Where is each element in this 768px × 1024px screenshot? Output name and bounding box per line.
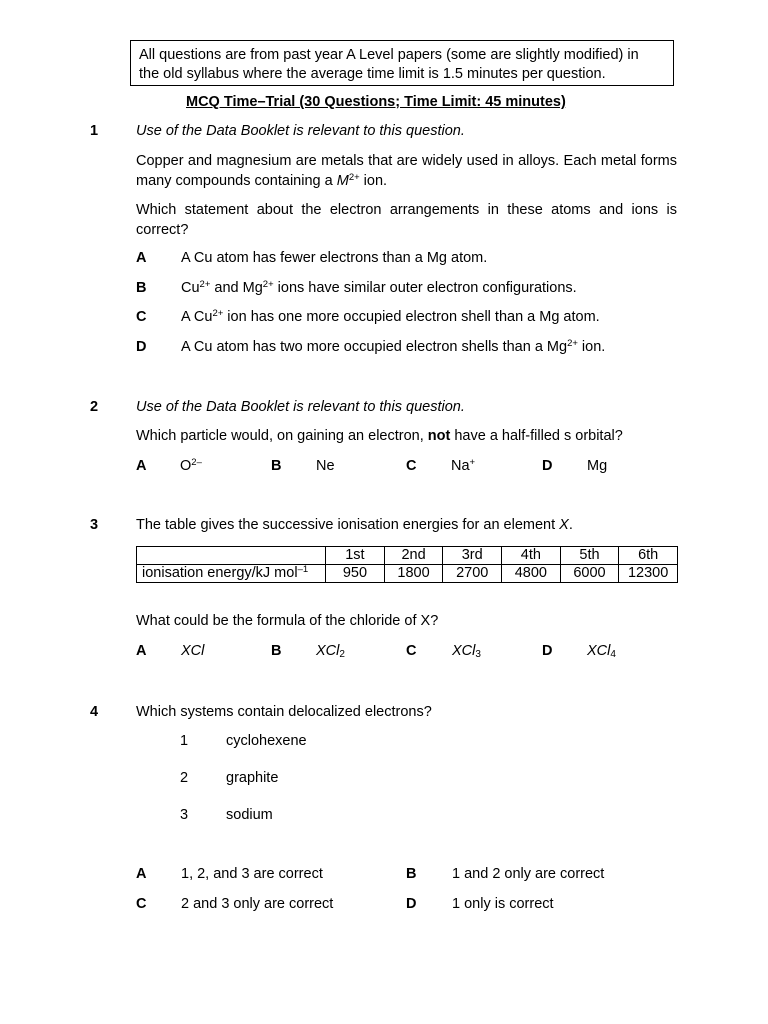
- q4-option-d-label: D: [406, 896, 417, 912]
- question-3-stem: [136, 518, 573, 533]
- table-header-cell: 1st: [326, 547, 385, 565]
- table-cell: 950: [326, 565, 385, 583]
- table-header-cell: 5th: [560, 547, 619, 565]
- q4-item-1-text: cyclohexene: [226, 733, 307, 749]
- q3-option-d-label: D: [542, 643, 553, 659]
- q2-option-d-text: Mg: [587, 458, 608, 474]
- question-3-question: What could be the formula of the chloride of X?: [136, 613, 439, 629]
- q2-option-a-charge: 2–: [191, 457, 202, 468]
- ion-charge: 2+: [348, 172, 360, 183]
- q2-option-c-label: C: [406, 458, 417, 474]
- notice-line-1: All questions are from past year A Level papers (some are slightly modified) in: [139, 47, 639, 63]
- metal-symbol: M: [336, 173, 349, 189]
- question-2-number: 2: [90, 399, 99, 415]
- q2-option-a-species: O: [180, 458, 192, 474]
- question-2-stem: [136, 429, 623, 444]
- notice-line-2: the old syllabus where the average time limit is 1.5 minutes per question.: [139, 66, 606, 82]
- q2-option-d-label: D: [542, 458, 553, 474]
- q1-option-c-part-1: A Cu: [181, 309, 213, 325]
- question-1-stem-2: Which statement about the electron arrangements in these atoms and ions is correct?: [136, 202, 677, 238]
- row-label-exponent: –1: [297, 564, 309, 575]
- question-1-note: Use of the Data Booklet is relevant to this question.: [136, 123, 465, 139]
- q3-option-c-cl: Cl: [461, 643, 476, 659]
- q1-option-b-part-2: and Mg: [210, 280, 263, 296]
- q4-item-3-text: sodium: [226, 807, 273, 823]
- q3-option-b-formula: [316, 644, 345, 659]
- table-header-cell: 2nd: [384, 547, 443, 565]
- question-3-number: 3: [90, 517, 99, 533]
- table-cell: 12300: [619, 565, 678, 583]
- q4-option-d-text: 1 only is correct: [452, 896, 554, 912]
- table-header-cell: 3rd: [443, 547, 502, 565]
- table-header-empty: [137, 547, 326, 565]
- q1-option-c-label: C: [136, 309, 147, 325]
- question-2-stem-part-2: have a half-filled s orbital?: [450, 428, 623, 444]
- q4-item-3-number: 3: [180, 807, 189, 823]
- q3-option-c-subscript: 3: [475, 649, 481, 660]
- q2-option-c-text: [451, 459, 475, 474]
- q1-option-a-text: A Cu atom has fewer electrons than a Mg atom.: [181, 250, 488, 266]
- q1-option-b-part-3: ions have similar outer electron configurations.: [273, 280, 577, 296]
- q2-option-c-charge: +: [469, 457, 476, 468]
- table-cell: 4800: [502, 565, 561, 583]
- row-label-text: ionisation energy/kJ mol: [142, 565, 298, 581]
- q2-option-c-species: Na: [451, 458, 470, 474]
- q1-option-d-label: D: [136, 339, 147, 355]
- q3-option-d-cl: Cl: [596, 643, 611, 659]
- notice-box: [130, 40, 674, 86]
- table-header-cell: 4th: [502, 547, 561, 565]
- q4-option-c-label: C: [136, 896, 147, 912]
- q4-option-c-text: 2 and 3 only are correct: [181, 896, 334, 912]
- q1-option-c-sup-1: 2+: [212, 308, 224, 319]
- q1-option-b-part-1: Cu: [181, 280, 200, 296]
- table-row-label: [137, 565, 326, 583]
- table-header-row: [137, 547, 678, 565]
- question-1-stem-1-end: ion.: [359, 173, 388, 189]
- q1-option-a-label: A: [136, 250, 147, 266]
- table-cell: 1800: [384, 565, 443, 583]
- q3-option-c-label: C: [406, 643, 417, 659]
- q3-option-a-x: X: [181, 643, 191, 659]
- q1-option-d-text: [181, 340, 605, 355]
- q2-option-b-text: Ne: [316, 458, 335, 474]
- q1-option-d-part-2: ion.: [577, 339, 606, 355]
- table-cell: 2700: [443, 565, 502, 583]
- q3-option-d-formula: [587, 644, 616, 659]
- q3-option-c-formula: [452, 644, 481, 659]
- question-2-stem-emphasis: not: [427, 428, 451, 444]
- question-3-stem-part-1: The table gives the successive ionisation energies for an element: [136, 517, 560, 533]
- element-symbol: X: [559, 517, 569, 533]
- question-3-stem-part-2: .: [568, 517, 573, 533]
- q4-option-b-text: 1 and 2 only are correct: [452, 866, 605, 882]
- q3-option-a-label: A: [136, 643, 147, 659]
- q3-option-b-x: X: [316, 643, 326, 659]
- q1-option-b-label: B: [136, 280, 147, 296]
- q1-option-b-sup-2: 2+: [262, 279, 274, 290]
- q3-option-d-x: X: [587, 643, 597, 659]
- question-4-number: 4: [90, 704, 99, 720]
- page-title: MCQ Time–Trial (30 Questions; Time Limit: 45 minutes): [186, 94, 566, 110]
- ionisation-energy-table: [136, 546, 678, 583]
- q1-option-b-sup-1: 2+: [199, 279, 211, 290]
- q3-option-a-formula: [181, 644, 204, 659]
- q4-item-1-number: 1: [180, 733, 189, 749]
- q1-option-c-part-2: ion has one more occupied electron shell than a Mg atom.: [223, 309, 600, 325]
- q1-option-d-sup-1: 2+: [567, 338, 578, 349]
- q1-option-d-part-1: A Cu atom has two more occupied electron shells than a Mg: [181, 339, 568, 355]
- table-row: [137, 565, 678, 583]
- q3-option-c-x: X: [452, 643, 462, 659]
- q2-option-a-label: A: [136, 458, 147, 474]
- table-cell: 6000: [560, 565, 619, 583]
- q1-option-b-text: [181, 281, 577, 296]
- q4-item-2-number: 2: [180, 770, 189, 786]
- question-1-stem-1-text: Copper and magnesium are metals that are widely used in alloys. Each metal forms many compounds containing a: [136, 153, 677, 189]
- question-2-stem-part-1: Which particle would, on gaining an electron,: [136, 428, 428, 444]
- question-2-note: Use of the Data Booklet is relevant to this question.: [136, 399, 465, 415]
- q4-option-a-label: A: [136, 866, 147, 882]
- q2-option-b-label: B: [271, 458, 282, 474]
- q3-option-d-subscript: 4: [610, 649, 616, 660]
- q3-option-b-cl: Cl: [325, 643, 340, 659]
- question-1-stem-1: [136, 151, 677, 191]
- q1-option-c-text: [181, 310, 600, 325]
- q3-option-a-cl: Cl: [190, 643, 205, 659]
- q2-option-a-text: [180, 459, 202, 474]
- question-1-number: 1: [90, 123, 99, 139]
- q4-item-2-text: graphite: [226, 770, 279, 786]
- q4-option-b-label: B: [406, 866, 417, 882]
- q4-option-a-text: 1, 2, and 3 are correct: [181, 866, 323, 882]
- q3-option-b-subscript: 2: [339, 649, 345, 660]
- q3-option-b-label: B: [271, 643, 282, 659]
- question-4-stem: Which systems contain delocalized electrons?: [136, 704, 432, 720]
- table-header-cell: 6th: [619, 547, 678, 565]
